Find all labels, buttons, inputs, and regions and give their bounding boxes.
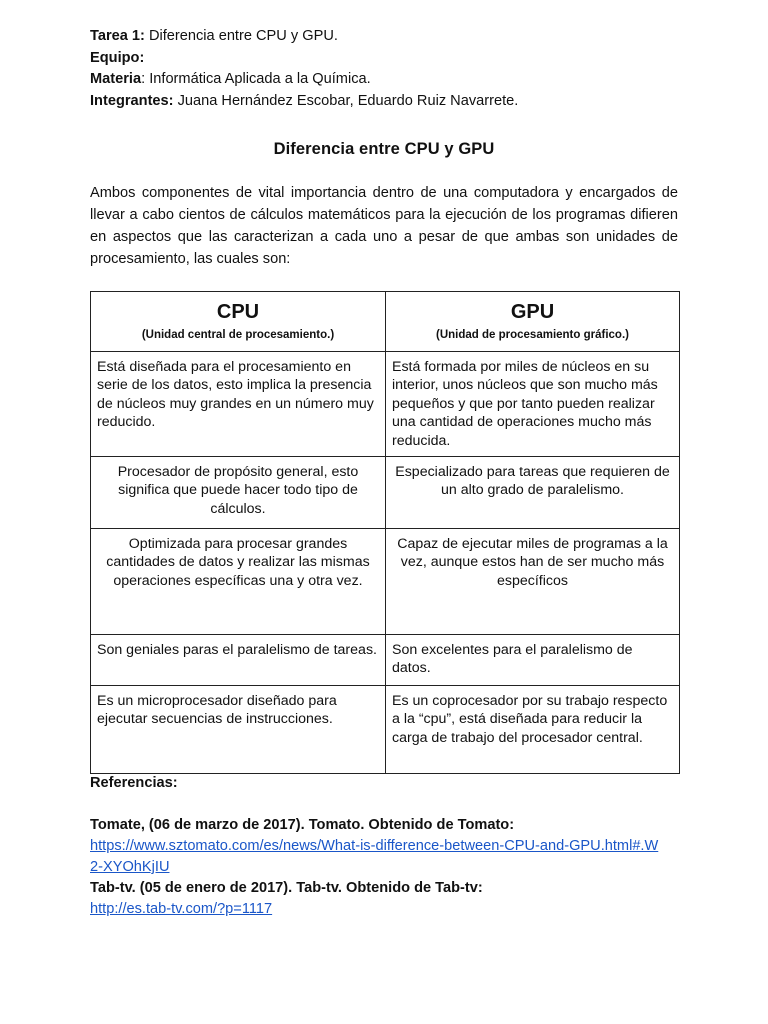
materia-value: : Informática Aplicada a la Química. xyxy=(141,71,371,87)
materia-label: Materia xyxy=(90,71,142,87)
gpu-cell: Es un coprocesador por su trabajo respecto a la “cpu”, está diseñada para reducir la carga de trabajo del procesador central. xyxy=(386,685,680,773)
cpu-title: CPU xyxy=(216,301,260,323)
reference-link-wrap xyxy=(90,899,690,920)
tarea-value: Diferencia entre CPU y GPU. xyxy=(144,28,338,44)
tarea-label: Tarea 1: xyxy=(90,28,145,44)
gpu-column-header xyxy=(386,292,680,352)
reference-source: Tab-tv. (05 de enero de 2017). Tab-tv. Obtenido de Tab-tv: xyxy=(90,880,483,896)
integrantes-line xyxy=(90,91,518,113)
cpu-cell: Optimizada para procesar grandes cantidades de datos y realizar las mismas operaciones específicas una y otra vez. xyxy=(91,528,386,634)
header-block xyxy=(90,26,518,112)
equipo-label: Equipo: xyxy=(90,49,145,66)
table-row xyxy=(91,528,680,634)
table-row xyxy=(91,351,680,456)
integrantes-label: Integrantes: xyxy=(90,92,174,109)
comparison-table xyxy=(90,291,680,774)
materia-line xyxy=(90,69,518,91)
spacer xyxy=(90,794,690,815)
references-label: Referencias: xyxy=(90,775,178,791)
table-row xyxy=(91,685,680,773)
gpu-cell: Capaz de ejecutar miles de programas a la vez, aunque estos han de ser mucho más específicos xyxy=(386,528,680,634)
intro-paragraph: Ambos componentes de vital importancia dentro de una computadora y encargados de llevar a cabo cientos de cálculos matemáticos para la ejecución de los programas difieren en aspectos que las caracterizan a cada uno a pesar de que ambas son unidades de procesamiento, las cuales son: xyxy=(90,185,678,267)
page-title: Diferencia entre CPU y GPU xyxy=(273,140,495,158)
gpu-title: GPU xyxy=(510,301,555,323)
tarea-line xyxy=(90,26,518,48)
cpu-subtitle: (Unidad central de procesamiento.) xyxy=(141,329,335,341)
cpu-cell: Procesador de propósito general, esto significa que puede hacer todo tipo de cálculos. xyxy=(91,456,386,528)
gpu-cell: Está formada por miles de núcleos en su interior, unos núcleos que son mucho más pequeños y que por tanto pueden realizar una cantidad de operaciones mucho más reducida. xyxy=(386,351,680,456)
cpu-cell: Está diseñada para el procesamiento en serie de los datos, esto implica la presencia de núcleos muy grandes en un número muy reducido. xyxy=(91,351,386,456)
gpu-subtitle: (Unidad de procesamiento gráfico.) xyxy=(436,329,629,341)
cpu-cell: Son geniales paras el paralelismo de tareas. xyxy=(91,634,386,685)
cpu-column-header xyxy=(91,292,386,352)
table-row xyxy=(91,634,680,685)
cpu-cell: Es un microprocesador diseñado para ejecutar secuencias de instrucciones. xyxy=(91,685,386,773)
reference-source: Tomate, (06 de marzo de 2017). Tomato. Obtenido de Tomato: xyxy=(90,817,515,833)
table-header-row xyxy=(91,292,680,352)
table-row xyxy=(91,456,680,528)
reference-link-wrap xyxy=(90,836,665,878)
references-section xyxy=(90,773,690,920)
gpu-cell: Especializado para tareas que requieren de un alto grado de paralelismo. xyxy=(386,456,680,528)
equipo-line xyxy=(90,48,518,70)
integrantes-value: Juana Hernández Escobar, Eduardo Ruiz Navarrete. xyxy=(173,92,519,109)
gpu-cell: Son excelentes para el paralelismo de datos. xyxy=(386,634,680,685)
reference-link[interactable]: http://es.tab-tv.com/?p=1117 xyxy=(90,901,273,917)
reference-link[interactable]: https://www.sztomato.com/es/news/What-is-difference-between-CPU-and-GPU.html#.W2-XYOhKjIU xyxy=(90,838,659,875)
